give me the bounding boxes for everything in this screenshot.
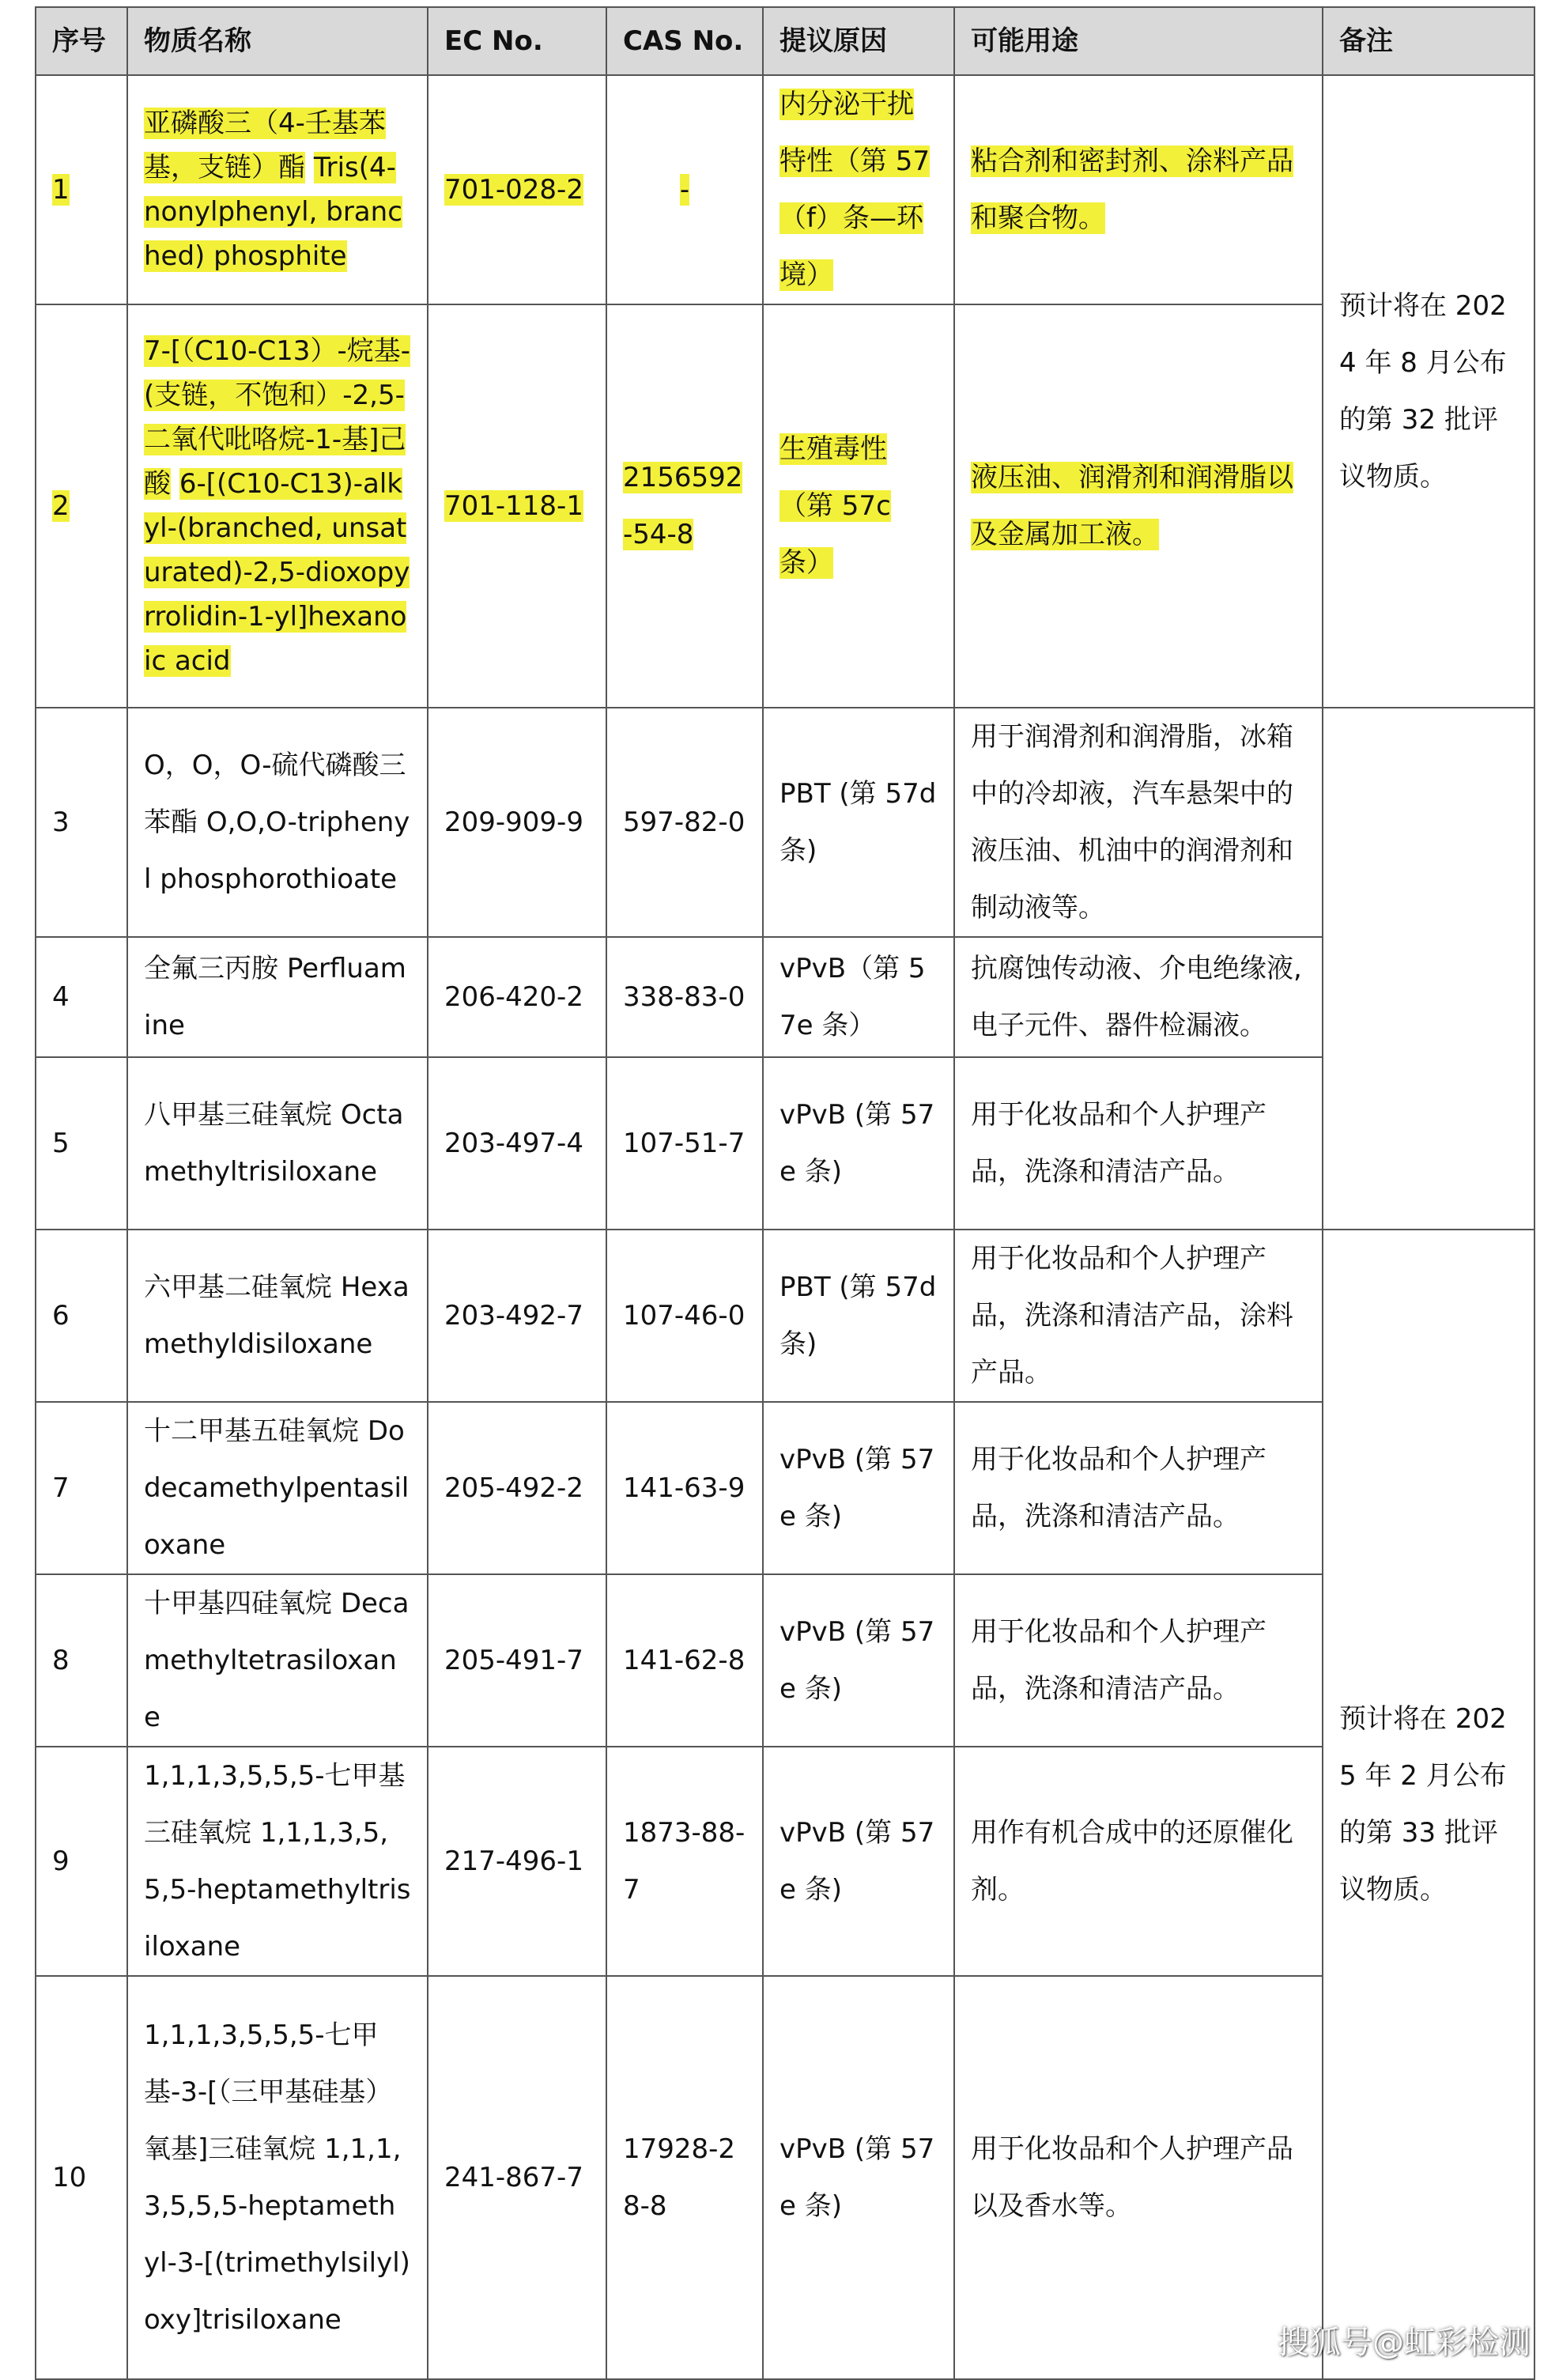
remark-empty [1323,708,1534,1230]
row-no: 7 [36,1402,127,1574]
row-cas: 17928-28-8 [606,1976,763,2379]
row-name [127,1057,428,1230]
row-name [127,75,428,304]
name-en: Dodecamethylpentasiloxane [144,1415,410,1561]
watermark: 搜狐号@虹彩检测 [1278,2325,1531,2361]
row-use: 液压油、润滑剂和润滑脂以及金属加工液。 [954,304,1323,708]
row-cas: 141-63-9 [606,1402,763,1574]
table-row [36,304,1534,708]
table-row [36,1747,1534,1976]
row-name [127,708,428,937]
row-reason: vPvB（第 57e 条） [763,937,954,1057]
header-ec: EC No. [428,7,606,75]
row-ec: 206-420-2 [428,937,606,1057]
row-cas: 107-46-0 [606,1230,763,1402]
row-use: 抗腐蚀传动液、介电绝缘液,电子元件、器件检漏液。 [954,937,1323,1057]
row-cas: - [606,75,763,304]
row-use: 用于化妆品和个人护理产品，洗涤和清洁产品，涂料产品。 [954,1230,1323,1402]
row-cas: 2156592-54-8 [606,304,763,708]
row-cas: 141-62-8 [606,1574,763,1747]
remark-group-2: 预计将在 2025 年 2 月公布的第 33 批评议物质。 [1323,1230,1534,2379]
row-cas: 107-51-7 [606,1057,763,1230]
row-no: 1 [36,75,127,304]
row-no: 6 [36,1230,127,1402]
table-row [36,1057,1534,1230]
name-cn: 十二甲基五硅氧烷 [144,1415,359,1447]
row-ec: 203-492-7 [428,1230,606,1402]
row-reason: 生殖毒性（第 57c 条） [763,304,954,708]
name-en: Perfluamine [144,953,406,1041]
table-row [36,937,1534,1057]
row-no: 10 [36,1976,127,2379]
row-use: 用于化妆品和个人护理产品，洗涤和清洁产品。 [954,1574,1323,1747]
row-reason: vPvB (第 57e 条) [763,1402,954,1574]
header-reason: 提议原因 [763,7,954,75]
row-ec: 701-118-1 [428,304,606,708]
row-no: 9 [36,1747,127,1976]
name-cn: 1,1,1,3,5,5,5-七甲基-3-[（三甲基硅基）氧基]三硅氧烷 [144,2019,393,2165]
header-remark: 备注 [1323,7,1534,75]
header-name: 物质名称 [127,7,428,75]
row-name [127,1230,428,1402]
row-cas: 338-83-0 [606,937,763,1057]
name-en: Tris(4-nonylphenyl, branched) phosphite [144,152,402,272]
row-name [127,1574,428,1747]
name-cn: 十甲基四硅氧烷 [144,1588,332,1619]
name-cn: 全氟三丙胺 [144,953,278,984]
row-no: 8 [36,1574,127,1747]
row-reason: 内分泌干扰特性（第 57（f）条—环境） [763,75,954,304]
row-cas: 1873-88-7 [606,1747,763,1976]
row-reason: vPvB (第 57e 条) [763,1574,954,1747]
row-use: 粘合剂和密封剂、涂料产品和聚合物。 [954,75,1323,304]
row-ec: 209-909-9 [428,708,606,937]
name-en: 1,1,1,3,5,5,5-heptamethyl-3-[(trimethylsilyl)oxy]trisiloxane [144,2133,410,2336]
table-header-row [36,7,1534,75]
row-name [127,1402,428,1574]
row-ec: 701-028-2 [428,75,606,304]
name-cn: 亚磷酸三（4-壬基苯基，支链）酯 [144,108,386,183]
remark-group-1: 预计将在 2024 年 8 月公布的第 32 批评议物质。 [1323,75,1534,708]
row-name [127,1747,428,1976]
row-use: 用于润滑剂和润滑脂，冰箱中的冷却液，汽车悬架中的液压油、机油中的润滑剂和制动液等。 [954,708,1323,937]
row-reason: PBT (第 57d 条) [763,708,954,937]
row-reason: PBT (第 57d 条) [763,1230,954,1402]
row-no: 4 [36,937,127,1057]
name-en: Octamethyltrisiloxane [144,1099,404,1188]
name-en: 1,1,1,3,5,5,5-heptamethyltrisiloxane [144,1817,411,1963]
row-use: 用于化妆品和个人护理产品，洗涤和清洁产品。 [954,1402,1323,1574]
row-use: 用于化妆品和个人护理产品以及香水等。 [954,1976,1323,2379]
substance-table [35,6,1535,2380]
table-row [36,75,1534,304]
row-reason: vPvB (第 57e 条) [763,1747,954,1976]
name-en: O,O,O-triphenyl phosphorothioate [144,807,410,895]
row-no: 3 [36,708,127,937]
table-row [36,1402,1534,1574]
row-cas: 597-82-0 [606,708,763,937]
row-ec: 205-491-7 [428,1574,606,1747]
row-no: 5 [36,1057,127,1230]
header-no: 序号 [36,7,127,75]
row-ec: 217-496-1 [428,1747,606,1976]
name-cn: 1,1,1,3,5,5,5-七甲基三硅氧烷 [144,1760,406,1849]
table-row [36,1976,1534,2379]
row-use: 用于化妆品和个人护理产品，洗涤和清洁产品。 [954,1057,1323,1230]
name-en: Decamethyltetrasiloxane [144,1588,410,1733]
name-en: 6-[(C10-C13)-alkyl-(branched, unsaturated)-2,5-dioxopyrrolidin-1-yl]hexanoic acid [144,468,410,677]
name-cn: O，O，O-硫代磷酸三苯酯 [144,750,406,838]
header-cas: CAS No. [606,7,763,75]
name-cn: 7-[（C10-C13）-烷基-(支链，不饱和）-2,5-二氧代吡咯烷-1-基]己酸 [144,335,410,500]
table-row [36,708,1534,937]
row-no: 2 [36,304,127,708]
row-use: 用作有机合成中的还原催化剂。 [954,1747,1323,1976]
row-ec: 205-492-2 [428,1402,606,1574]
row-ec: 203-497-4 [428,1057,606,1230]
name-en: Hexamethyldisiloxane [144,1271,410,1360]
table-row [36,1574,1534,1747]
row-ec: 241-867-7 [428,1976,606,2379]
row-name [127,1976,428,2379]
table-row [36,1230,1534,1402]
name-cn: 八甲基三硅氧烷 [144,1099,332,1131]
header-use: 可能用途 [954,7,1323,75]
row-name [127,304,428,708]
row-reason: vPvB (第 57e 条) [763,1976,954,2379]
name-cn: 六甲基二硅氧烷 [144,1271,332,1303]
row-reason: vPvB (第 57e 条) [763,1057,954,1230]
row-name [127,937,428,1057]
